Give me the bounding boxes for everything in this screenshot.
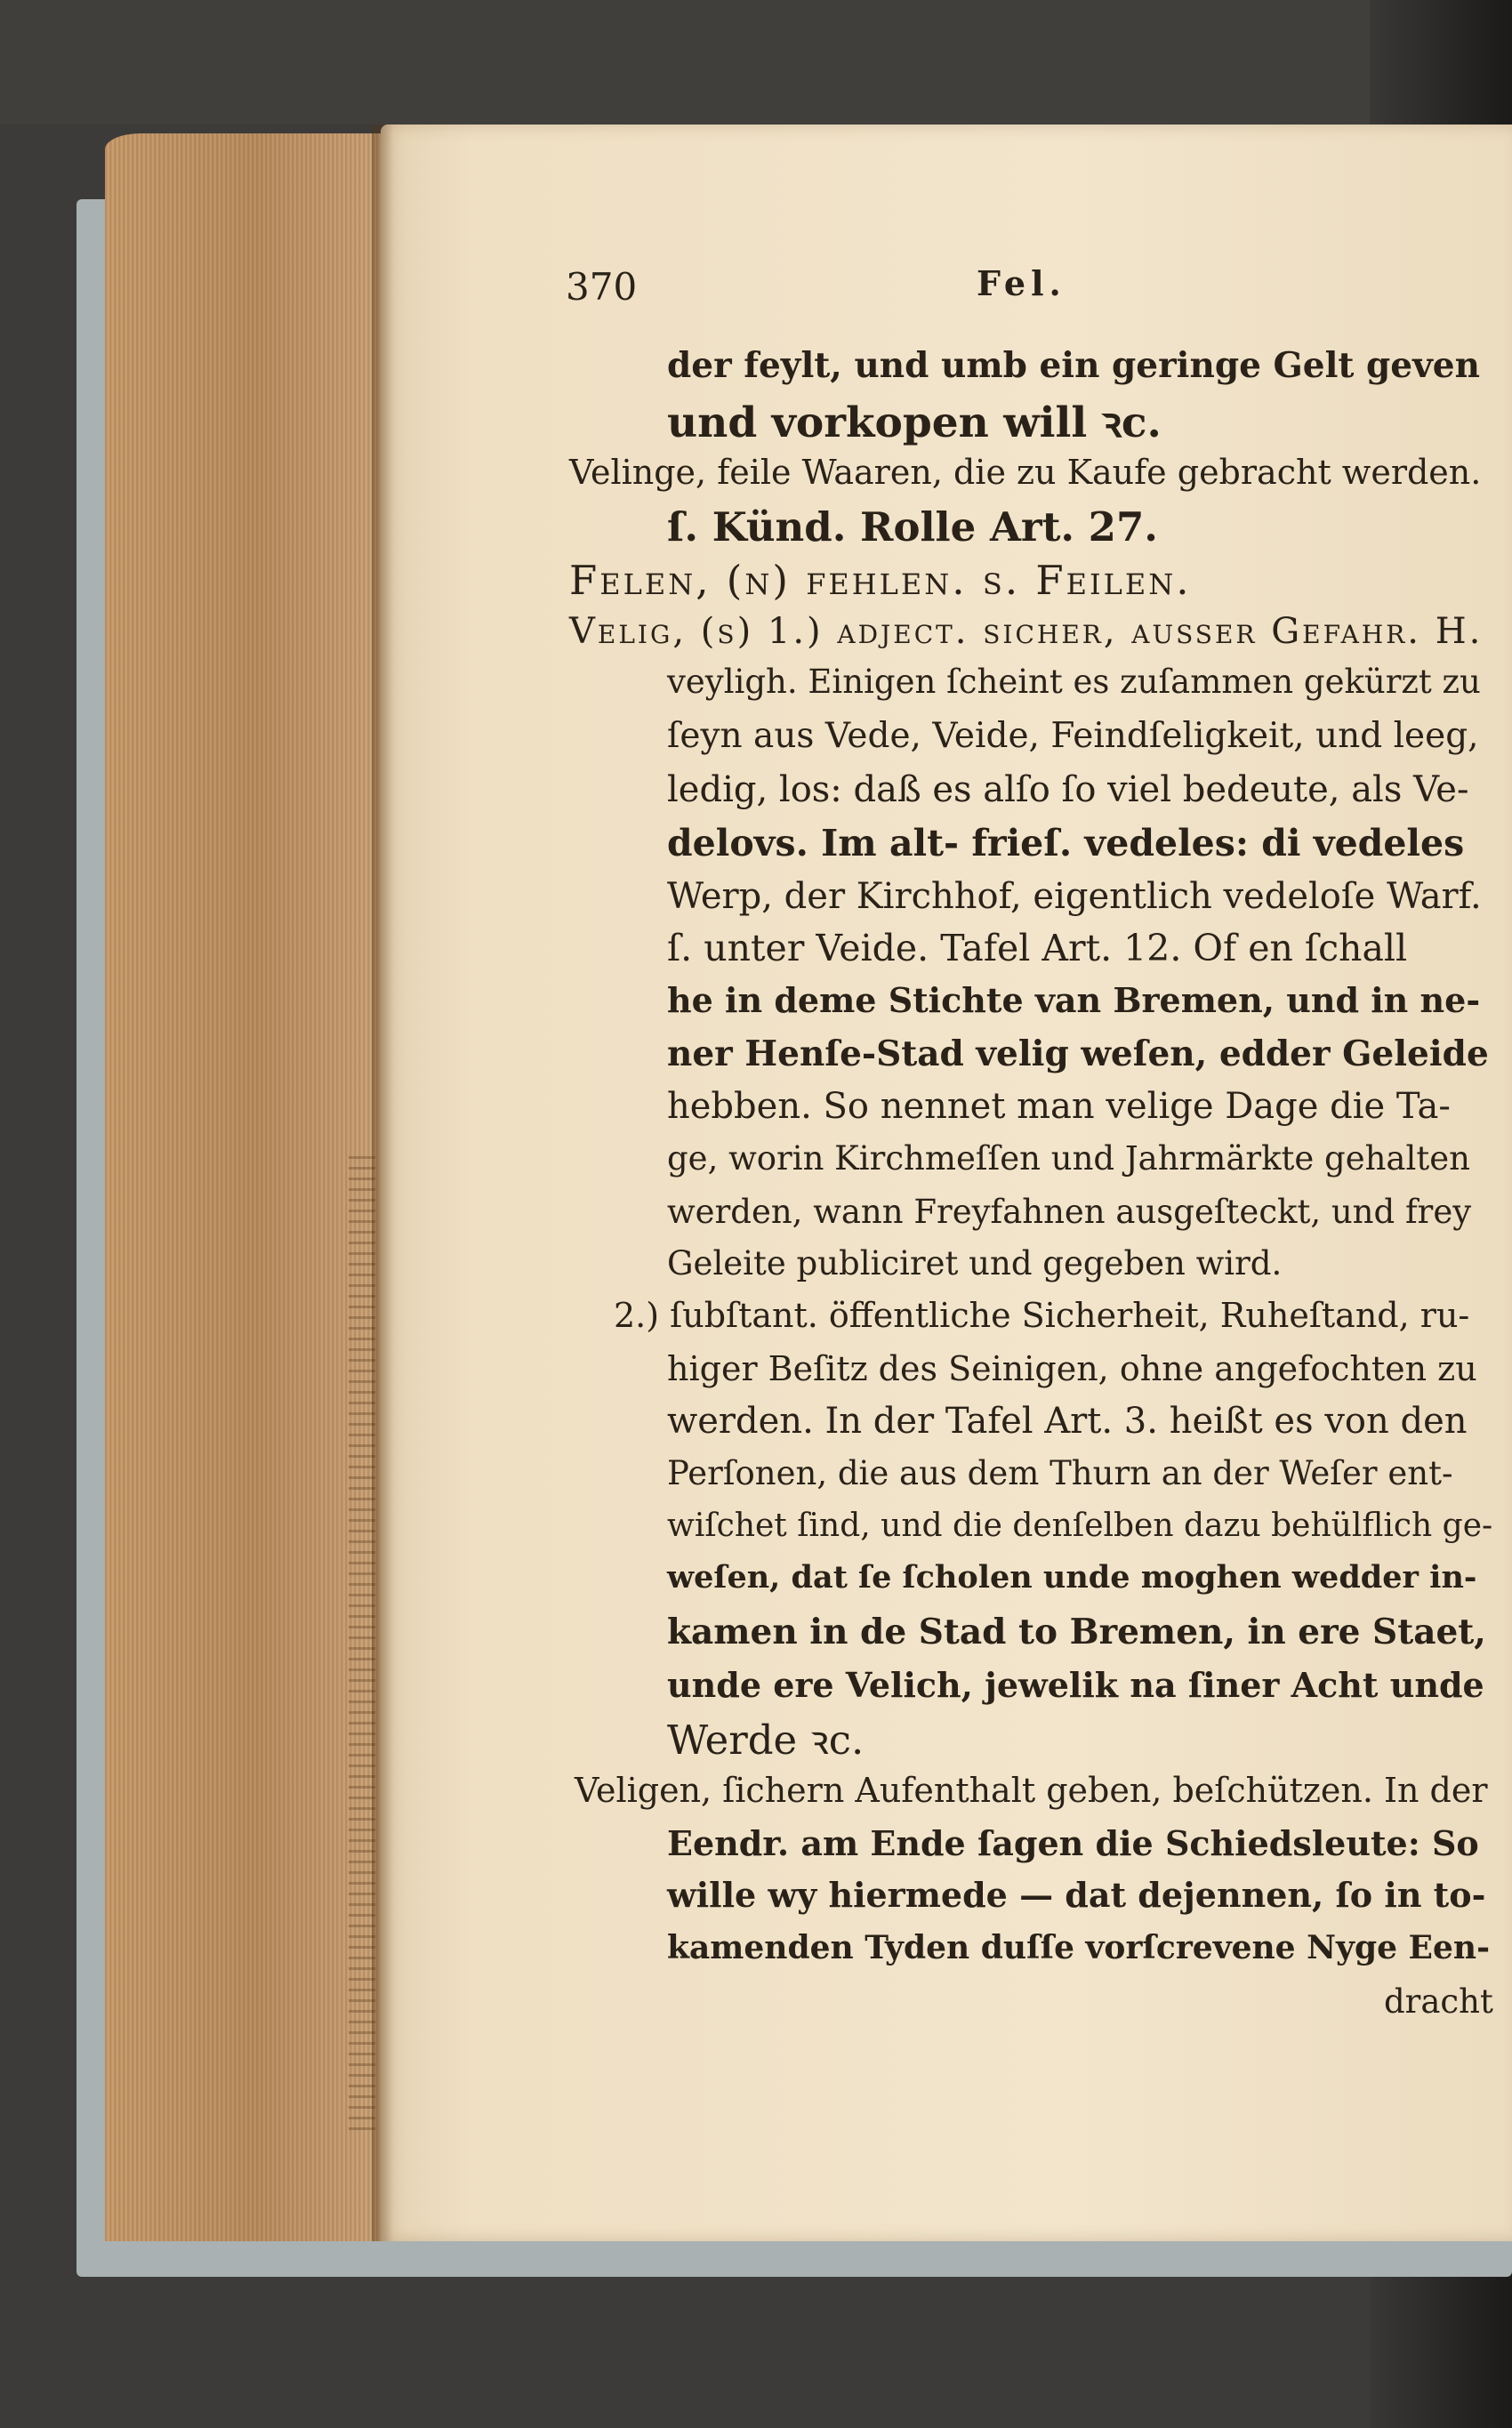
text-line-1: der feylt, und umb ein geringe Gelt geven xyxy=(667,345,1480,386)
text-line-5: Felen, (n) fehlen. ſ. Feilen. xyxy=(569,557,1192,604)
text-line-10: delovs. Im alt- frieſ. vedeles: di vedeles xyxy=(667,822,1465,864)
text-line-29: Eendr. am Ende ſagen die Schiedsleute: So xyxy=(667,1823,1479,1863)
text-line-14: ner Henſe-Stad velig weſen, edder Geleide xyxy=(667,1033,1489,1074)
text-line-15: hebben. So nennet man velige Dage die Ta- xyxy=(667,1086,1451,1127)
text-line-16: ge, worin Kirchmeſſen und Jahrmärkte gehalten xyxy=(667,1139,1470,1178)
text-line-7: veyligh. Einigen ſcheint es zuſammen gekürzt zu xyxy=(667,663,1481,701)
text-line-18: Geleite publiciret und gegeben wird. xyxy=(667,1244,1283,1282)
text-line-17: werden, wann Freyfahnen ausgeſteckt, und frey xyxy=(667,1193,1472,1231)
text-line-31: kamenden Tyden duſſe vorſcrevene Nyge Een- xyxy=(667,1929,1491,1966)
text-line-25: kamen in de Stad to Bremen, in ere Staet, xyxy=(667,1612,1486,1652)
backdrop-top xyxy=(0,0,1512,125)
page-block-edges xyxy=(105,133,381,2241)
running-head: Fel. xyxy=(977,263,1066,303)
text-line-2: und vorkopen will ꝛc. xyxy=(667,398,1162,447)
text-line-8: ſeyn aus Vede, Veide, Feindſeligkeit, und leeg, xyxy=(667,716,1479,756)
text-line-6: Velig, (s) 1.) adject. ſicher, auſſer Gefahr. H. xyxy=(569,611,1484,652)
page-number: 370 xyxy=(566,265,638,309)
text-line-20: higer Beſitz des Seinigen, ohne angefochten zu xyxy=(667,1349,1477,1388)
text-line-27: Werde ꝛc. xyxy=(667,1716,865,1764)
text-line-19: 2.) ſubſtant. öffentliche Sicherheit, Ruheſtand, ru- xyxy=(614,1296,1470,1335)
text-line-12: ſ. unter Veide. Tafel Art. 12. Of en ſchall xyxy=(667,927,1408,969)
text-line-28: Veligen, ſichern Aufenthalt geben, beſchützen. In der xyxy=(575,1771,1488,1810)
text-line-24: weſen, dat ſe ſcholen unde moghen wedder in- xyxy=(667,1559,1477,1596)
text-line-13: he in deme Stichte van Bremen, und in ne- xyxy=(667,980,1481,1020)
text-line-4: ſ. Künd. Rolle Art. 27. xyxy=(667,503,1158,551)
text-line-11: Werp, der Kirchhof, eigentlich vedeloſe Warf. xyxy=(667,876,1482,917)
text-line-26: unde ere Velich, jewelik na ſiner Acht unde xyxy=(667,1665,1484,1705)
text-line-30: wille wy hiermede — dat dejennen, ſo in to- xyxy=(667,1875,1486,1915)
text-line-3: Velinge, feile Waaren, die zu Kaufe gebracht werden. xyxy=(569,453,1482,492)
gutter-shadow xyxy=(372,125,393,2241)
text-line-21: werden. In der Tafel Art. 3. heißt es von den xyxy=(667,1401,1468,1442)
text-line-22: Perſonen, die aus dem Thurn an der Weſer ent- xyxy=(667,1454,1453,1492)
text-line-23: wiſchet ſind, und die denſelben dazu behülflich ge- xyxy=(667,1507,1493,1544)
text-line-32: dracht xyxy=(1384,1982,1493,2021)
text-line-9: ledig, los: daß es alſo ſo viel bedeute, als Ve- xyxy=(667,769,1469,810)
